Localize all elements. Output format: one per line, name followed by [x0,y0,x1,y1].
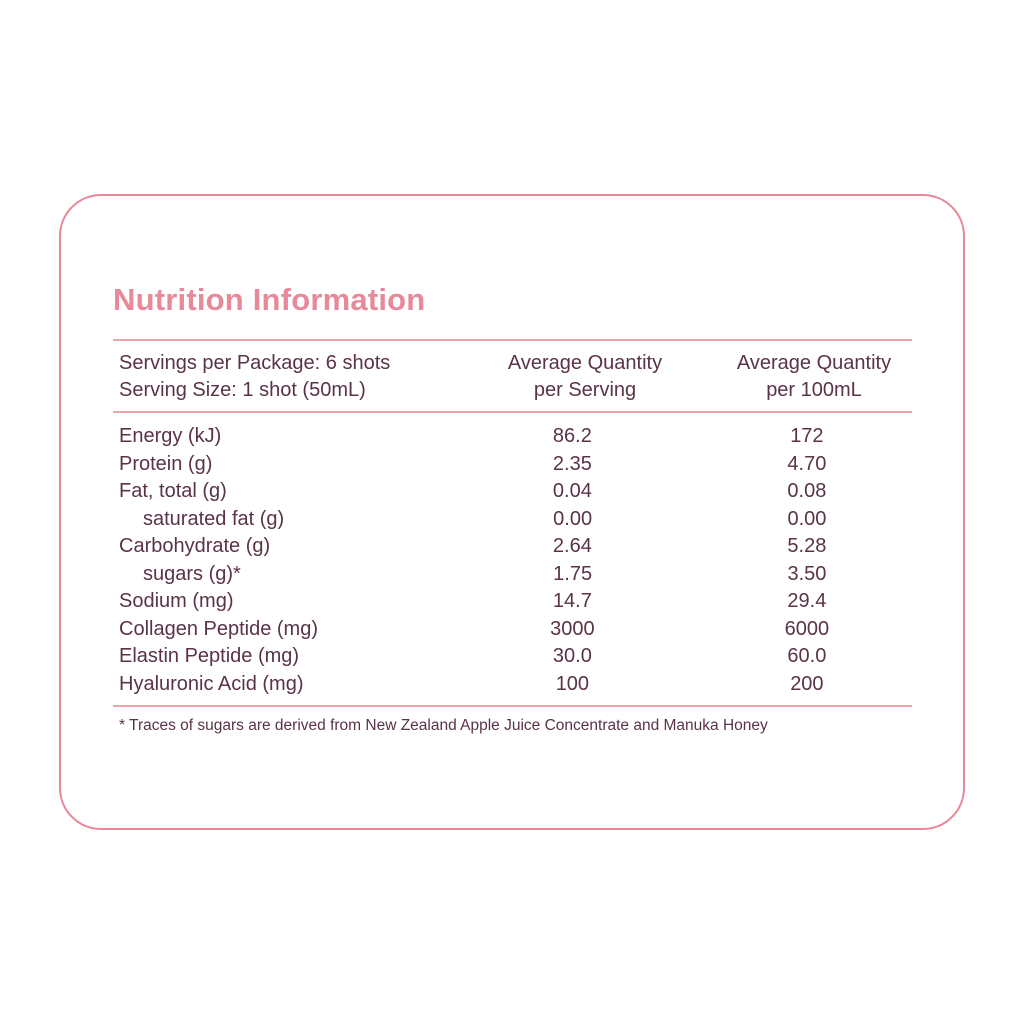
per-serving-value: 1.75 [553,562,593,585]
nutrient-name: Protein (g) [119,452,213,475]
column-header-line: per Serving [533,379,637,401]
nutrient-name: Hyaluronic Acid (mg) [119,672,304,695]
nutrition-table [119,423,919,698]
per-serving-value: 30.0 [552,645,592,668]
column-header-per-serving [470,350,700,404]
per-100ml-value: 60.0 [787,645,827,668]
nutrient-name: Fat, total (g) [119,480,227,503]
footnote: * Traces of sugars are derived from New Zealand Apple Juice Concentrate and Manuka Honey [119,717,768,734]
nutrient-name: sugars (g)* [143,562,241,585]
per-100ml-value: 172 [790,425,824,448]
table-row [119,533,919,561]
servings-per-package: Servings per Package: 6 shots [119,352,391,374]
table-row [119,423,919,451]
column-header-per-100ml [700,350,928,404]
table-row [119,643,919,671]
table-row [119,478,919,506]
per-serving-value: 0.00 [553,507,593,530]
page-title: Nutrition Information [113,282,426,317]
nutrient-name: Sodium (mg) [119,590,234,613]
column-header-line: per 100mL [766,379,862,401]
per-serving-value: 2.64 [552,535,592,558]
divider-header [113,411,912,413]
table-row [119,588,919,616]
per-100ml-value: 29.4 [787,590,827,613]
divider-top [113,339,912,341]
serving-size: Serving Size: 1 shot (50mL) [119,379,366,401]
per-100ml-value: 0.00 [787,507,827,530]
per-serving-value: 0.04 [552,480,592,503]
per-serving-value: 86.2 [552,425,592,448]
per-serving-value: 3000 [550,617,595,640]
nutrient-name: Collagen Peptide (mg) [119,617,318,640]
per-100ml-value: 5.28 [787,535,827,558]
per-serving-value: 100 [555,672,590,695]
per-100ml-value: 4.70 [787,452,827,475]
nutrient-name: Carbohydrate (g) [119,535,271,558]
table-row [119,451,919,479]
column-header-line: Average Quantity [736,352,892,374]
nutrient-name: Energy (kJ) [119,425,222,448]
per-100ml-value: 0.08 [787,480,827,503]
table-row [119,671,919,699]
per-serving-value: 14.7 [552,590,592,613]
per-100ml-value: 6000 [784,617,830,640]
per-serving-value: 2.35 [552,452,592,475]
nutrient-name: Elastin Peptide (mg) [119,645,300,668]
serving-info [119,350,390,404]
nutrient-name: saturated fat (g) [143,507,285,530]
table-row [119,506,919,534]
table-row [119,561,919,589]
column-header-line: Average Quantity [507,352,663,374]
table-row [119,616,919,644]
per-100ml-value: 3.50 [787,562,827,585]
divider-bottom [113,705,912,707]
per-100ml-value: 200 [790,672,824,695]
